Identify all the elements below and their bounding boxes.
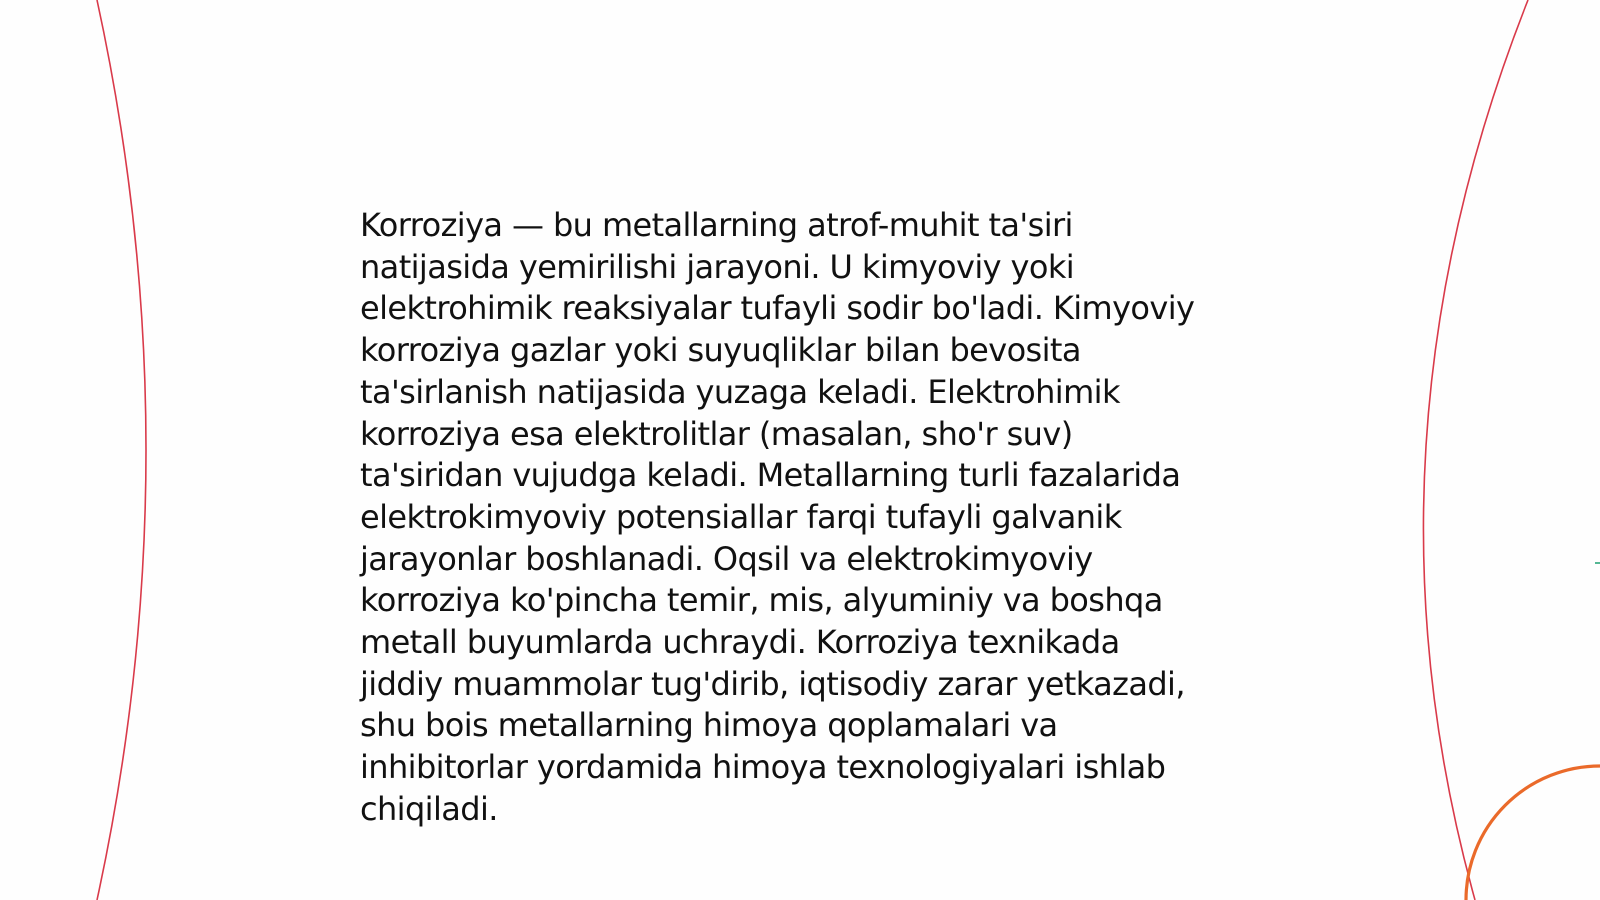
- accent-circle: [1466, 766, 1600, 900]
- slide-body-text: Korroziya — bu metallarning atrof-muhit ta'siri natijasida yemirilishi jarayoni. U kimyoviy yoki elektrohimik reaksiyalar tufayli sodir bo'ladi. Kimyoviy korroziya gazlar yoki suyuqliklar bilan bevosita ta'sirlanish natijasida yuzaga keladi. Elektrohimik korroziya esa elektrolitlar (masalan, sho'r suv) ta'siridan vujudga keladi. Metallarning turli fazalarida elektrokimyoviy potensiallar farqi tufayli galvanik jarayonlar boshlanadi. Oqsil va elektrokimyoviy korroziya ko'pincha temir, mis, alyuminiy va boshqa metall buyumlarda uchraydi. Korroziya texnikada jiddiy muammolar tug'dirib, iqtisodiy zarar yetkazadi, shu bois metallarning himoya qoplamalari va inhibitorlar yordamida himoya texnologiyalari ishlab chiqiladi.: [360, 206, 1195, 828]
- right-curve-line: [1423, 0, 1528, 900]
- left-curve-line: [97, 0, 146, 900]
